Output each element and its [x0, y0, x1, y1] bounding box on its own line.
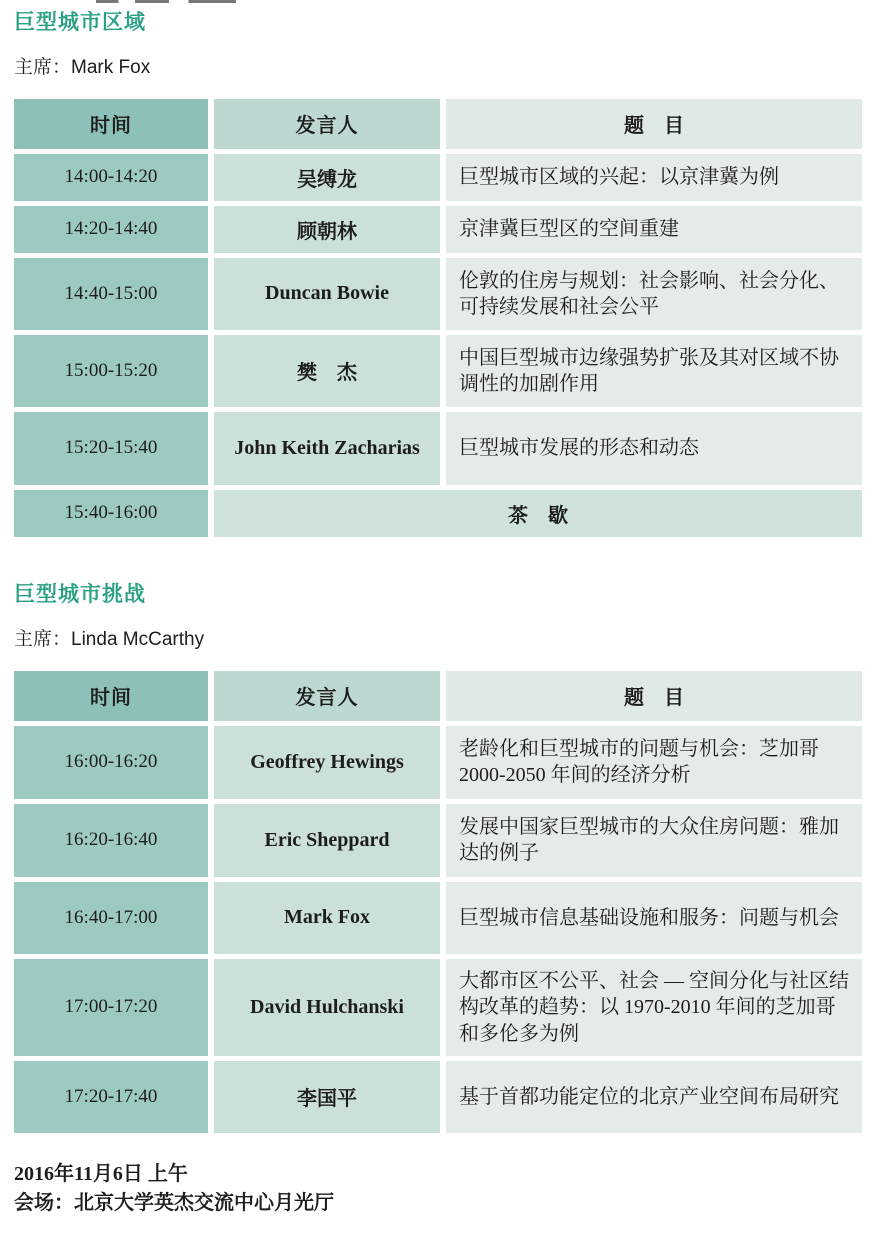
table-header-row	[14, 671, 862, 721]
table-row	[14, 258, 862, 330]
tea-break-row	[14, 490, 862, 537]
speaker-cell: Geoffrey Hewings	[214, 726, 440, 799]
title-cell: 大都市区不公平、社会 — 空间分化与社区结构改革的趋势：以 1970-2010 年间的芝加哥和多伦多为例	[446, 959, 862, 1056]
table-header-row	[14, 99, 862, 149]
table-row	[14, 804, 862, 877]
footer	[14, 1160, 868, 1218]
speaker-cell: 吴缚龙	[214, 154, 440, 201]
time-cell: 14:40-15:00	[14, 258, 208, 330]
title-cell: 巨型城市区域的兴起：以京津冀为例	[446, 154, 862, 201]
schedule-table-1	[8, 94, 868, 542]
section-1-heading: 巨型城市区域	[14, 10, 146, 34]
table-row	[14, 412, 862, 485]
title-cell: 发展中国家巨型城市的大众住房问题：雅加达的例子	[446, 804, 862, 877]
chair-name: Mark Fox	[71, 57, 151, 79]
speaker-cell: Duncan Bowie	[214, 258, 440, 330]
speaker-cell: 顾朝林	[214, 206, 440, 253]
speaker-column-header: 发言人	[214, 99, 440, 149]
chair-label: 主席：	[14, 57, 72, 79]
title-cell: 中国巨型城市边缘强势扩张及其对区域不协调性的加剧作用	[446, 335, 862, 407]
speaker-cell: Eric Sheppard	[214, 804, 440, 877]
speaker-column-header: 发言人	[214, 671, 440, 721]
speaker-cell: 樊 杰	[214, 335, 440, 407]
section-2-heading: 巨型城市挑战	[14, 581, 146, 606]
title-column-header: 题 目	[446, 99, 862, 149]
title-cell: 伦敦的住房与规划：社会影响、社会分化、可持续发展和社会公平	[446, 258, 862, 330]
title-cell: 京津冀巨型区的空间重建	[446, 206, 862, 253]
time-column-header: 时间	[14, 99, 208, 149]
speaker-cell: 李国平	[214, 1061, 440, 1133]
venue-line: 会场：北京大学英杰交流中心月光厅	[14, 1191, 334, 1214]
chair-label: 主席：	[14, 629, 72, 651]
time-column-header: 时间	[14, 671, 208, 721]
time-cell: 15:00-15:20	[14, 335, 208, 407]
table-row	[14, 206, 862, 253]
speaker-cell: Mark Fox	[214, 882, 440, 954]
schedule-table-2	[8, 666, 868, 1138]
chair-name: Linda McCarthy	[71, 629, 205, 651]
tea-break-cell: 茶 歇	[214, 490, 862, 537]
time-cell: 16:00-16:20	[14, 726, 208, 799]
title-cell: 基于首都功能定位的北京产业空间布局研究	[446, 1061, 862, 1133]
table-row	[14, 335, 862, 407]
time-cell: 15:20-15:40	[14, 412, 208, 485]
speaker-cell: David Hulchanski	[214, 959, 440, 1056]
session-date-line: 2016年11月6日 上午	[14, 1162, 188, 1185]
title-column-header: 题 目	[446, 671, 862, 721]
time-cell: 14:20-14:40	[14, 206, 208, 253]
title-cell: 巨型城市发展的形态和动态	[446, 412, 862, 485]
table-row	[14, 882, 862, 954]
table-row	[14, 154, 862, 201]
time-cell: 15:40-16:00	[14, 490, 208, 537]
time-cell: 17:00-17:20	[14, 959, 208, 1056]
table-row	[14, 726, 862, 799]
title-cell: 巨型城市信息基础设施和服务：问题与机会	[446, 882, 862, 954]
table-row	[14, 1061, 862, 1133]
section-1-chair-line	[14, 57, 868, 80]
time-cell: 16:20-16:40	[14, 804, 208, 877]
time-cell: 17:20-17:40	[14, 1061, 208, 1133]
section-2-chair-line	[14, 629, 868, 652]
title-cell: 老龄化和巨型城市的问题与机会：芝加哥 2000-2050 年间的经济分析	[446, 726, 862, 799]
table-row	[14, 959, 862, 1056]
time-cell: 16:40-17:00	[14, 882, 208, 954]
speaker-cell: John Keith Zacharias	[214, 412, 440, 485]
time-cell: 14:00-14:20	[14, 154, 208, 201]
cropped-text-artifact	[96, 0, 236, 3]
